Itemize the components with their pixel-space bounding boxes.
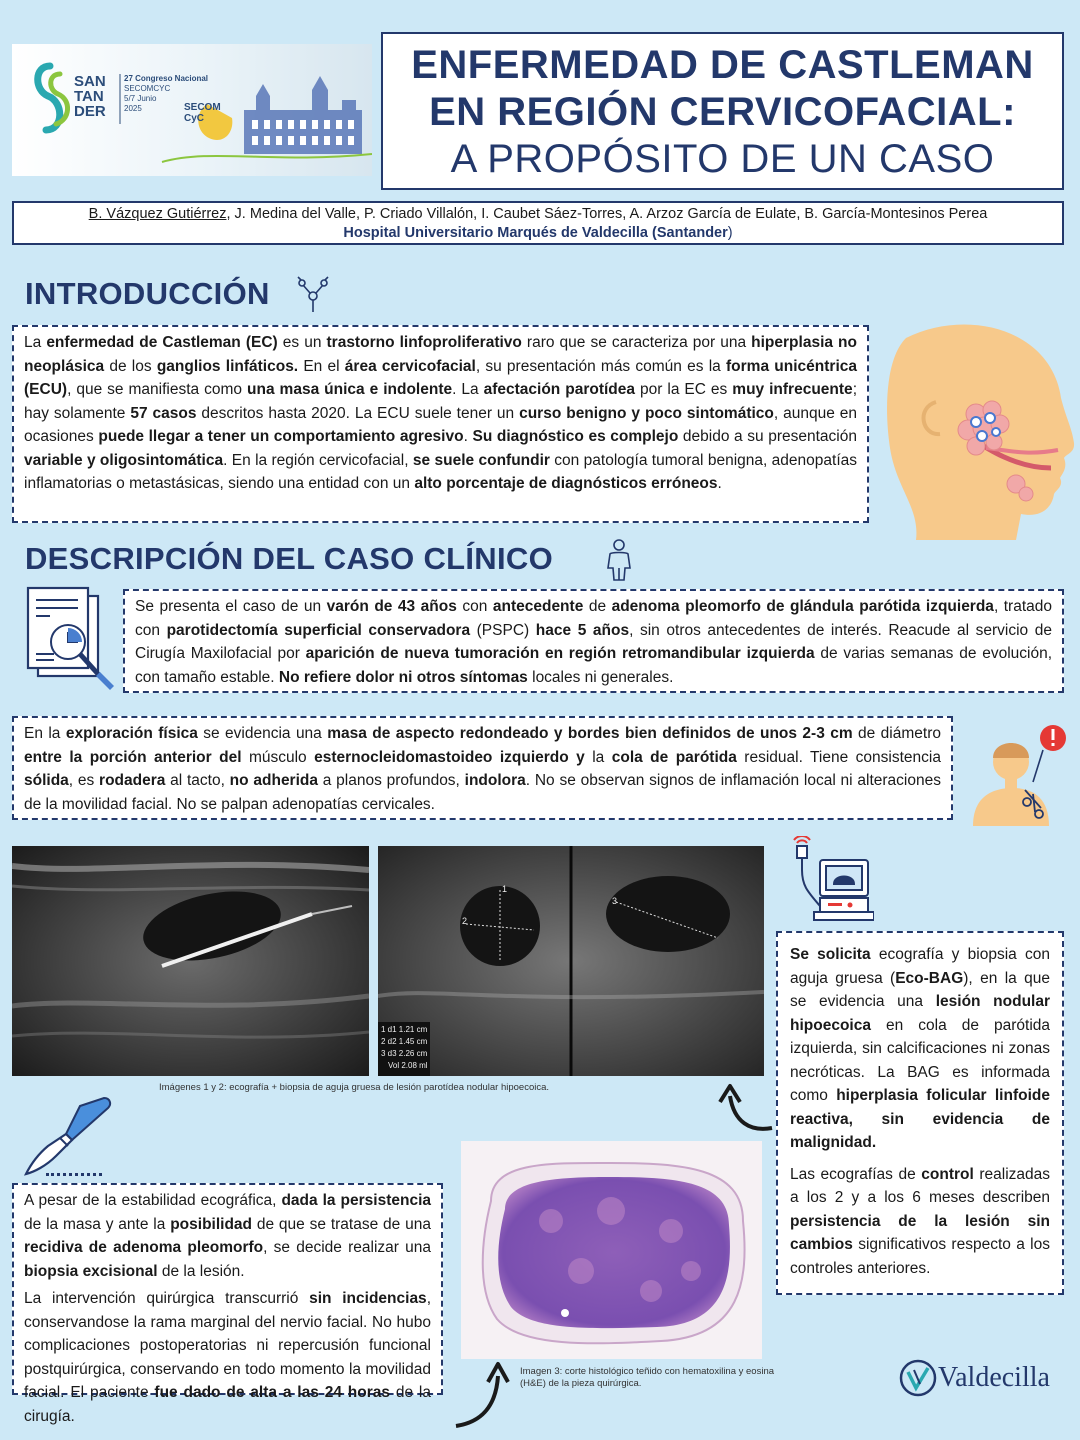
congress-banner xyxy=(12,44,372,176)
emphasis-text: parotidectomía superficial conservadora xyxy=(166,621,471,639)
intro-paragraph xyxy=(24,331,857,496)
emphasis-text: entre la porción anterior del xyxy=(24,748,242,766)
body-text: La intervención quirúrgica transcurrió xyxy=(24,1290,310,1307)
body-text: . La xyxy=(452,381,484,398)
logo-wordmark: SAN TAN DER xyxy=(74,73,106,120)
emphasis-text: enfermedad de Castleman (EC) xyxy=(46,334,278,351)
emphasis-text: persistencia de la lesión sin cambios xyxy=(790,1212,1050,1253)
scalpel-divider xyxy=(46,1173,102,1176)
emphasis-text: fue dado de alta a las 24 horas xyxy=(154,1384,390,1401)
emphasis-text: aparición de nueva tumoración en región retromandibular izquierda xyxy=(305,645,815,662)
body-text: , es xyxy=(68,772,100,789)
body-text: ; hay solamente xyxy=(24,381,857,422)
intro-title: INTRODUCCIÓN xyxy=(25,276,270,311)
body-text: la xyxy=(584,748,612,766)
measure-d2: 2 d2 1.45 cm xyxy=(381,1037,428,1046)
intro-text-box xyxy=(12,325,869,523)
emphasis-text: afectación parotídea xyxy=(483,381,636,398)
body-text: , se decide realizar una xyxy=(263,1239,431,1256)
emphasis-text: exploración física xyxy=(65,725,198,742)
lymphocyte-icon xyxy=(296,276,330,314)
valdecilla-brand: Valdecilla xyxy=(938,1362,1050,1393)
surgery-box xyxy=(12,1183,443,1425)
title-line-2: EN REGIÓN CERVICOFACIAL: xyxy=(429,90,1016,134)
body-text: . No se observan signos de inflamación local ni alteraciones de la movilidad facial. No se palpan adenopatías cervicales. xyxy=(24,772,941,813)
histology-caption: Imagen 3: corte histológico teñido con hematoxilina y eosina (H&E) de la pieza quirúrgica. xyxy=(520,1366,775,1389)
authors-box xyxy=(12,201,1064,245)
ecobag-box xyxy=(776,931,1064,1295)
control-ultrasound-paragraph xyxy=(790,1163,1050,1281)
measure-d3: 3 d3 2.26 cm xyxy=(381,1049,428,1058)
body-text: , sin otros antecedentes de interés. Reacude al servicio de Cirugía Maxilofacial por xyxy=(135,621,1052,662)
scalpel-icon xyxy=(22,1096,112,1176)
body-text: por la EC es xyxy=(635,381,733,398)
emphasis-text: rodadera xyxy=(99,772,166,789)
physical-exam-box xyxy=(12,716,953,820)
body-text: de los xyxy=(104,357,157,375)
emphasis-text: hace 5 años xyxy=(535,621,630,639)
body-text: , tratado con xyxy=(135,598,1053,639)
body-text: , su presentación más común es la xyxy=(475,357,727,375)
medical-report-icon xyxy=(22,586,122,690)
emphasis-text: alto porcentaje de diagnósticos erróneos xyxy=(414,475,718,492)
emphasis-text: varón de 43 años xyxy=(326,598,457,615)
body-text: al tacto, xyxy=(165,772,230,789)
body-text: En la xyxy=(24,725,66,742)
body-text: ), en la que se evidencia una xyxy=(790,969,1050,1010)
emphasis-text: posibilidad xyxy=(170,1215,253,1233)
body-text: a planos profundos, xyxy=(318,772,465,789)
emphasis-text: área cervicofacial xyxy=(344,357,476,375)
body-text: realizadas a los 2 y a los 6 meses describen xyxy=(790,1165,1050,1206)
emphasis-text: hiperplasia no neoplásica xyxy=(24,334,857,375)
first-author: B. Vázquez Gutiérrez xyxy=(88,206,227,222)
emphasis-text: una masa única e indolente xyxy=(247,381,453,398)
body-text: de la lesión. xyxy=(157,1262,245,1280)
emphasis-text: 57 casos xyxy=(130,404,197,422)
body-text: . En la región cervicofacial, xyxy=(223,451,413,469)
emphasis-text: biopsia excisional xyxy=(24,1262,158,1280)
emphasis-text: ganglios linfáticos. xyxy=(156,357,299,375)
emphasis-text: control xyxy=(921,1165,974,1183)
body-text: , conservandose la rama marginal del nervio facial. No hubo complicaciones postoperatorias ni repercusión funcional postquirúrgica, conservando en todo momento la movilidad facial. El paciente xyxy=(24,1290,431,1401)
other-authors: , J. Medina del Valle, P. Criado Villalón, I. Caubet Sáez-Torres, A. Arzoz García de Eulate, B. García-Montesinos Perea xyxy=(226,206,988,222)
emphasis-text: Su diagnóstico es complejo xyxy=(472,428,679,445)
body-text: , aunque en ocasiones xyxy=(24,404,858,445)
measure-d1: 1 d1 1.21 cm xyxy=(381,1025,428,1034)
ultrasound-measure-icon xyxy=(378,846,764,1076)
ultrasound-machine-icon xyxy=(788,836,874,922)
hospital-affiliation: Hospital Universitario Marqués de Valdecilla (Santander) xyxy=(343,225,733,241)
body-text: ecografía y biopsia con aguja gruesa ( xyxy=(790,946,1050,987)
emphasis-text: recidiva de adenoma pleomorfo xyxy=(24,1239,264,1256)
emphasis-text: hiperplasia folicular linfoide reactiva, sin evidencia de malignidad. xyxy=(790,1087,1050,1151)
emphasis-text: cola de parótida xyxy=(611,748,737,766)
valdecilla-logo-icon xyxy=(898,1358,938,1398)
body-text: de que se tratase de una xyxy=(252,1215,431,1233)
emphasis-text: Eco-BAG xyxy=(895,969,964,987)
patient-icon xyxy=(604,538,634,582)
emphasis-text: muy infrecuente xyxy=(732,381,853,398)
emphasis-text: trastorno linfoproliferativo xyxy=(326,334,522,351)
emphasis-text: lesión nodular hipoecoica xyxy=(790,993,1051,1034)
body-text: Se presenta el caso de un xyxy=(135,598,327,615)
emphasis-text: esternocleidomastoideo izquierdo y xyxy=(314,748,585,766)
body-text: (PSPC) xyxy=(470,621,536,639)
body-text: significativos respecto a los controles anteriores. xyxy=(790,1236,1050,1277)
emphasis-text: variable y oligosintomática xyxy=(24,451,224,469)
emphasis-text: dada la persistencia xyxy=(281,1192,432,1209)
body-text: de xyxy=(583,598,612,615)
body-text: En el xyxy=(298,357,345,375)
ultrasound-image-1 xyxy=(12,846,369,1076)
head-parotid-illustration-icon xyxy=(876,318,1076,540)
physical-exam-icon xyxy=(963,718,1075,826)
body-text: de la cirugía. xyxy=(24,1384,431,1425)
ecobag-paragraph xyxy=(790,943,1050,1155)
body-text: . xyxy=(463,428,473,445)
surgery-outcome-paragraph xyxy=(24,1287,431,1428)
body-text: locales ni generales. xyxy=(527,668,674,686)
body-text: de la masa y ante la xyxy=(24,1215,171,1233)
body-text: se evidencia una xyxy=(197,725,328,742)
congress-info: 27 Congreso Nacional SECOMCYC 5/7 Junio 2025 xyxy=(124,74,209,113)
measure-mark-2: 2 xyxy=(462,916,468,926)
emphasis-text: no adherida xyxy=(229,772,318,789)
curved-arrow-icon xyxy=(714,1082,776,1140)
body-text: con patología tumoral benigna, adenopatías inflamatorias o metastásicas, siendo una entidad con un xyxy=(24,451,857,492)
measure-vol: Vol 2.08 ml xyxy=(388,1061,428,1070)
body-text: en cola de parótida izquierda, sin calcificaciones ni zonas necróticas. La BAG es informada como xyxy=(790,1016,1050,1104)
body-text: , que se manifiesta como xyxy=(67,381,248,398)
emphasis-text: puede llegar a tener un comportamiento agresivo xyxy=(98,428,464,445)
emphasis-text: curso benigno y poco sintomático xyxy=(519,404,774,422)
emphasis-text: masa de aspecto redondeado y bordes bien definidos de unos 2-3 cm xyxy=(327,725,853,742)
body-text: es un xyxy=(277,334,327,351)
body-text: de diámetro xyxy=(852,725,941,742)
physical-exam-paragraph xyxy=(24,722,941,816)
body-text: raro que se caracteriza por una xyxy=(521,334,752,351)
poster-title xyxy=(381,32,1064,190)
emphasis-text: forma unicéntrica (ECU) xyxy=(24,357,857,398)
secom-logo: SECOM CyC xyxy=(184,102,221,124)
body-text: La xyxy=(24,334,47,351)
case-history-paragraph xyxy=(135,595,1052,689)
emphasis-text: antecedente xyxy=(492,598,584,615)
histology-section-icon xyxy=(461,1141,762,1359)
body-text: descritos hasta 2020. La ECU suele tener un xyxy=(196,404,520,422)
author-list xyxy=(14,205,1062,224)
body-text: . xyxy=(717,475,722,492)
case-history-box xyxy=(123,589,1064,693)
emphasis-text: No refiere dolor ni otros síntomas xyxy=(278,668,528,686)
emphasis-text: indolora xyxy=(464,772,526,789)
body-text: de varias semanas de evolución, con tamaño estable. xyxy=(135,645,1053,686)
title-line-1: ENFERMEDAD DE CASTLEMAN xyxy=(411,43,1034,87)
case-title: DESCRIPCIÓN DEL CASO CLÍNICO xyxy=(25,541,553,576)
ultrasound-caption: Imágenes 1 y 2: ecografía + biopsia de aguja gruesa de lesión parotídea nodular hipoecoica. xyxy=(159,1082,550,1093)
histology-image xyxy=(461,1141,762,1359)
body-text: músculo xyxy=(241,748,315,766)
measure-mark-1: 1 xyxy=(502,884,508,894)
body-text: debido a su presentación xyxy=(678,428,857,445)
ultrasound-biopsy-icon xyxy=(12,846,369,1076)
surgery-decision-paragraph xyxy=(24,1189,431,1283)
emphasis-text: sólida xyxy=(24,772,69,789)
emphasis-text: se suele confundir xyxy=(412,451,550,469)
body-text: residual. Tiene consistencia xyxy=(736,748,941,766)
measure-mark-3: 3 xyxy=(612,896,618,906)
emphasis-text: adenoma pleomorfo de glándula parótida izquierda xyxy=(611,598,994,615)
curved-arrow-up-icon xyxy=(452,1356,518,1430)
body-text: Las ecografías de xyxy=(790,1165,922,1183)
ultrasound-image-2 xyxy=(378,846,764,1076)
emphasis-text: sin incidencias xyxy=(309,1290,427,1307)
body-text: A pesar de la estabilidad ecográfica, xyxy=(24,1192,282,1209)
body-text: con xyxy=(456,598,493,615)
emphasis-text: Se solicita xyxy=(790,946,871,963)
title-line-3: A PROPÓSITO DE UN CASO xyxy=(450,137,995,181)
